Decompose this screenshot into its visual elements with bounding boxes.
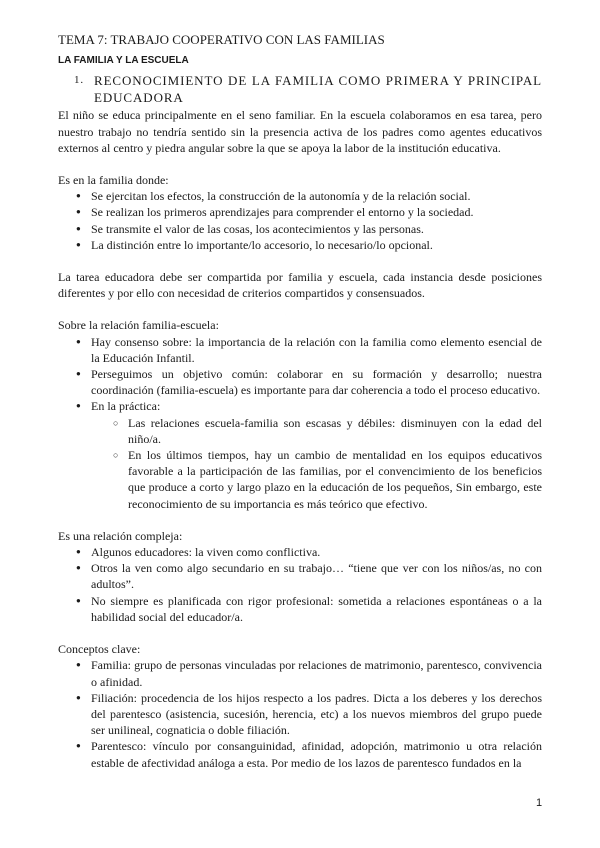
list-item: ● No siempre es planificada con rigor profesional: sometida a relaciones espontáneas o a la habilidad social del educador/a. [58,593,542,625]
practica-list [91,415,542,512]
list-item: ● Se realizan los primeros aprendizajes para comprender el entorno y la sociedad. [58,204,542,220]
intro-paragraph: El niño se educa principalmente en el seno familiar. En la escuela colaboramos en esa tarea, pero nuestro trabajo no tendría sentido sin la presencia activa de los padres como agentes educativos externos al centro y piedra angular sobre la que se apoya la labor de la institución educativa. [58,108,542,155]
list-item: ● Se ejercitan los efectos, la construcción de la autonomía y de la relación social. [58,188,542,204]
compleja-list [58,544,542,625]
heading-text: RECONOCIMIENTO DE LA FAMILIA COMO PRIMERA Y PRINCIPAL EDUCADORA [94,73,542,106]
familia-list [58,188,542,253]
list-item: ● Algunos educadores: la viven como conflictiva. [58,544,542,560]
list-item [58,398,542,511]
list-item: ○ Las relaciones escuela-familia son escasas y débiles: disminuyen con la edad del niño/a. [91,415,542,447]
practica-label: En la práctica: [91,399,161,414]
relacion-list [58,334,542,512]
relacion-label: Sobre la relación familia-escuela: [58,318,219,333]
list-item: ● La distinción entre lo importante/lo accesorio, lo necesario/lo opcional. [58,237,542,253]
list-item: ● Familia: grupo de personas vinculadas por relaciones de matrimonio, parentesco, convivencia o afinidad. [58,657,542,689]
document-body [58,32,542,771]
tarea-paragraph: La tarea educadora debe ser compartida por familia y escuela, cada instancia desde posiciones diferentes y por ello con necesidad de criterios compartidos y consensuados. [58,270,542,301]
heading-1 [58,72,542,106]
list-item: ● Filiación: procedencia de los hijos respecto a los padres. Dicta a los deberes y los derechos del parentesco (asistencia, sucesión, herencia, etc) a los nuevos miembros del grupo puede ser unilineal, cognaticia o doble filiación. [58,690,542,739]
familia-label: Es en la familia donde: [58,173,169,188]
list-item: ● Hay consenso sobre: la importancia de la relación con la familia como elemento esencial de la Educación Infantil. [58,334,542,366]
compleja-label: Es una relación compleja: [58,528,183,543]
section-heading: LA FAMILIA Y LA ESCUELA [58,55,189,67]
conceptos-label: Conceptos clave: [58,642,141,657]
list-item: ○ En los últimos tiempos, hay un cambio de mentalidad en los equipos educativos favorable a la participación de las familias, por el convencimiento de los beneficios que produce a corto y largo plazo en la educación de los pequeños, Sin embargo, este reconocimiento de su importancia es más teórico que efectivo. [91,447,542,512]
list-item: ● Otros la ven como algo secundario en su trabajo… “tiene que ver con los niños/as, no con adultos”. [58,560,542,592]
list-item: ● Se transmite el valor de las cosas, los acontecimientos y las personas. [58,221,542,237]
document-title: TEMA 7: TRABAJO COOPERATIVO CON LAS FAMILIAS [58,32,385,47]
page-number: 1 [536,797,543,809]
list-item: ● Parentesco: vínculo por consanguinidad, afinidad, adopción, matrimonio u otra relación estable de afectividad análoga a esta. Por medio de los lazos de parentesco fundados en la [58,738,542,770]
conceptos-list [58,657,542,770]
heading-number: 1. [73,74,84,87]
list-item: ● Perseguimos un objetivo común: colaborar en su formación y desarrollo; nuestra coordinación (familia-escuela) es importante para dar coherencia a todo el proceso educativo. [58,366,542,398]
